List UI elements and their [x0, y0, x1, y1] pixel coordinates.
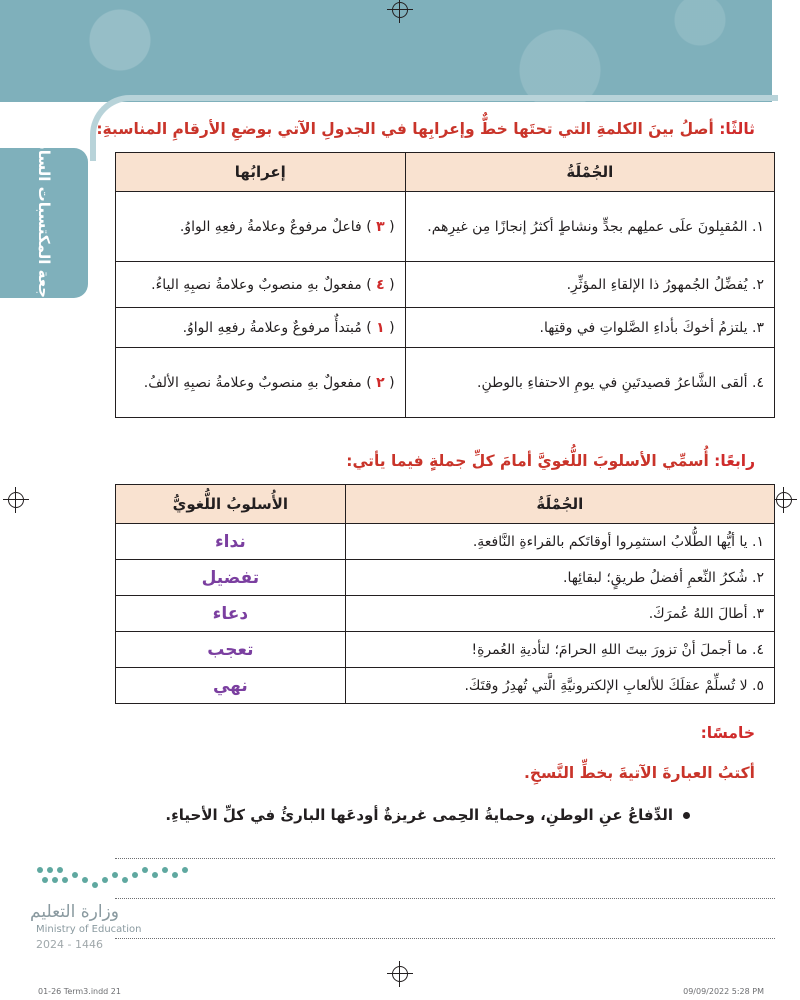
section5-instruction-line — [55, 764, 755, 782]
registration-mark-icon — [776, 492, 792, 508]
answer-cell: دعاء — [116, 596, 346, 632]
section3-heading — [55, 120, 755, 138]
registration-mark-icon — [392, 2, 408, 18]
table-header-row — [116, 153, 775, 192]
sentence-cell: ٤. ألقى الشَّاعرُ قصيدتَينِ في يومِ الاحتفاءِ بالوطنِ. — [405, 348, 774, 418]
answer-cell: تفضيل — [116, 560, 346, 596]
writing-line[interactable] — [115, 938, 775, 939]
sentence-cell: ١. يا أيُّها الطُّلابُ استثمِروا أوقاتَكم بالقراءةِ النَّافعةِ. — [345, 524, 774, 560]
section5-lead: خامسًا: — [700, 724, 755, 742]
section4-instruction: أُسمِّي الأسلوبَ اللُّغويَّ أمامَ كلِّ جملةٍ فيما يأتي: — [346, 452, 709, 470]
print-file-name: 01-26 Term3.indd 21 — [38, 987, 121, 996]
table-row — [116, 632, 775, 668]
parsing-cell: ( ٤ ) مفعولٌ بهِ منصوبٌ وعلامةُ نصبِهِ الياءُ. — [116, 262, 406, 308]
answer-cell: تعجب — [116, 632, 346, 668]
match-number: ٣ — [376, 218, 385, 235]
ministry-logo — [30, 860, 170, 960]
style-table — [115, 484, 775, 704]
table-row — [116, 308, 775, 348]
print-timestamp: 09/09/2022 5:28 PM — [683, 987, 764, 996]
sentence-cell: ٤. ما أجملَ أنْ تزورَ بيتَ اللهِ الحرامَ؛ لتأديةِ العُمرةِ! — [345, 632, 774, 668]
parsing-text: مُبتدأٌ مرفوعٌ وعلامةُ رفعِهِ الواوُ. — [182, 319, 362, 336]
sentence-cell: ٢. يُفضِّلُ الجُمهورُ ذا الإلقاءِ المؤثِّرِ. — [405, 262, 774, 308]
section5-instruction: أكتبُ العبارةَ الآتيةَ بخطِّ النَّسخِ. — [523, 764, 755, 782]
parsing-cell: ( ٢ ) مفعولٌ بهِ منصوبٌ وعلامةُ نصبِهِ الألفُ. — [116, 348, 406, 418]
sentence-cell: ٥. لا تُسلِّمْ عقلَكَ للألعابِ الإلكترونيَّةِ الَّتي تُهدِرُ وقتَكَ. — [345, 668, 774, 704]
parsing-table — [115, 152, 775, 418]
sentence-cell: ٣. أطالَ اللهُ عُمرَكَ. — [345, 596, 774, 632]
parsing-cell: ( ٣ ) فاعلٌ مرفوعٌ وعلامةُ رفعِهِ الواوُ. — [116, 192, 406, 262]
header-parsing: إعرابُها — [116, 153, 406, 192]
match-number: ١ — [376, 319, 385, 336]
registration-mark-icon — [8, 492, 24, 508]
sentence-cell: ١. المُقبِلونَ علَى عملِهم بجدٍّ ونشاطٍ أكثرُ إنجازًا مِن غيرِهم. — [405, 192, 774, 262]
table-row — [116, 524, 775, 560]
ministry-arabic: وزارة التعليم — [30, 902, 119, 922]
section3-lead: ثالثًا: — [719, 120, 755, 138]
bullet-icon — [683, 812, 690, 819]
ministry-english: Ministry of Education — [36, 924, 142, 935]
ministry-dots-icon — [30, 860, 190, 900]
table-row — [116, 348, 775, 418]
header-sentence: الجُمْلَةُ — [345, 485, 774, 524]
table-row — [116, 560, 775, 596]
header-sentence: الجُمْلَةُ — [405, 153, 774, 192]
parsing-text: مفعولٌ بهِ منصوبٌ وعلامةُ نصبِهِ الياءُ. — [151, 276, 362, 293]
section4-heading — [55, 452, 755, 470]
side-tab-label: مراجعة المكتسبات السابقة — [35, 124, 53, 322]
table-header-row — [116, 485, 775, 524]
copy-sentence — [90, 806, 690, 824]
header-band — [0, 0, 772, 102]
parsing-text: مفعولٌ بهِ منصوبٌ وعلامةُ نصبِهِ الألفُ. — [143, 374, 362, 391]
parsing-text: فاعلٌ مرفوعٌ وعلامةُ رفعِهِ الواوُ. — [179, 218, 362, 235]
writing-line[interactable] — [115, 858, 775, 859]
ministry-year: 2024 - 1446 — [36, 938, 103, 951]
registration-mark-icon — [392, 966, 408, 982]
table-row — [116, 596, 775, 632]
writing-line[interactable] — [115, 898, 775, 899]
table-row — [116, 668, 775, 704]
answer-cell: نهي — [116, 668, 346, 704]
sentence-cell: ٢. شُكرُ النِّعمِ أفضلُ طريقٍ؛ لبقائِها. — [345, 560, 774, 596]
header-style: الأُسلوبُ اللُّغويُّ — [116, 485, 346, 524]
section5-heading — [55, 724, 755, 742]
match-number: ٤ — [376, 276, 385, 293]
copy-sentence-text: الدِّفاعُ عنِ الوطنِ، وحمايةُ الحِمى غريزةٌ أودعَها البارئُ في كلِّ الأحياءِ. — [165, 806, 673, 824]
match-number: ٢ — [376, 374, 385, 391]
side-tab — [0, 124, 88, 322]
section3-instruction: أصلُ بينَ الكلمةِ التي تحتَها خطٌّ وإعرابِها في الجدولِ الآتي بوضعِ الأرقامِ المناسبةِ: — [96, 120, 714, 138]
sentence-cell: ٣. يلتزمُ أخوكَ بأداءِ الصَّلواتِ في وقتِها. — [405, 308, 774, 348]
parsing-cell: ( ١ ) مُبتدأٌ مرفوعٌ وعلامةُ رفعِهِ الواوُ. — [116, 308, 406, 348]
section4-lead: رابعًا: — [714, 452, 755, 470]
answer-cell: نداء — [116, 524, 346, 560]
table-row — [116, 192, 775, 262]
table-row — [116, 262, 775, 308]
